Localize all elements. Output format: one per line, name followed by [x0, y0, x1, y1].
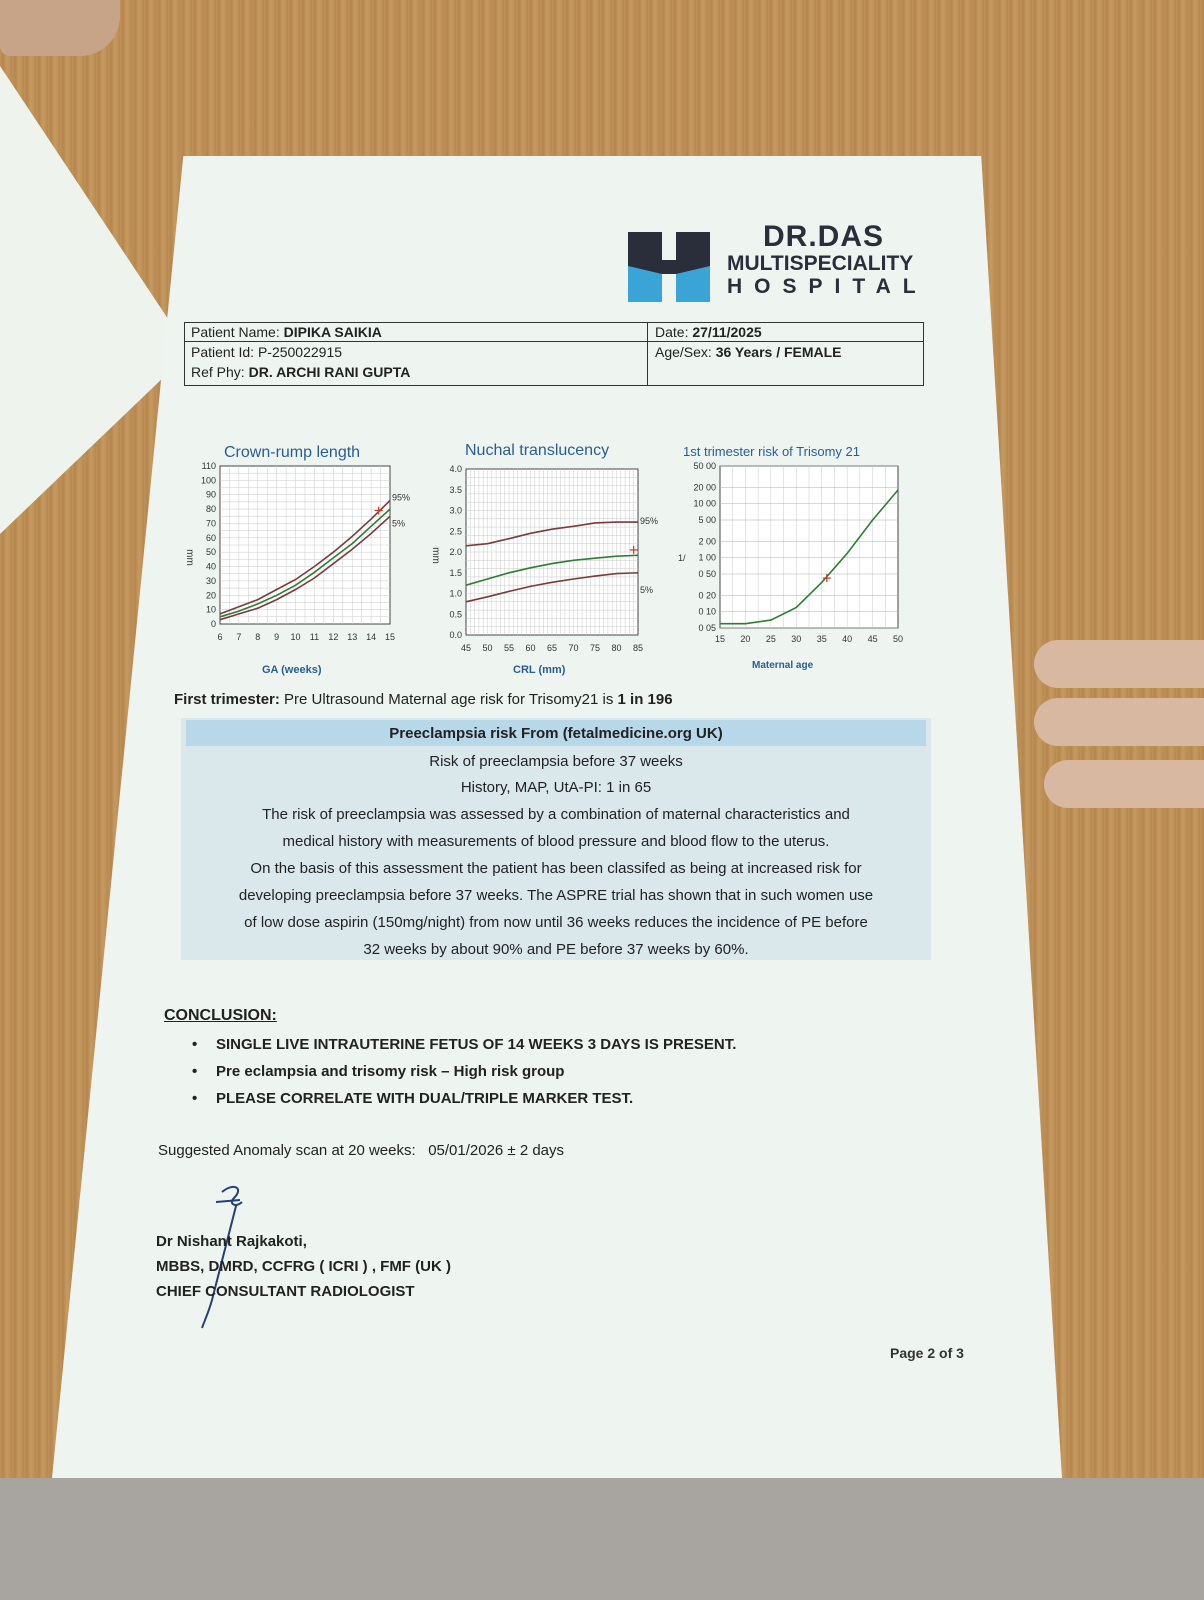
age-sex-row: Age/Sex: 36 Years / FEMALE: [655, 344, 842, 360]
y-tick-label: 0 10: [698, 606, 716, 617]
x-tick-label: 13: [347, 632, 358, 642]
y-tick-label: 4.0: [449, 464, 462, 474]
y-tick-label: 20 00: [693, 482, 716, 493]
crl-chart: [190, 460, 430, 660]
x-tick-label: 20: [740, 634, 751, 644]
doctor-qualifications: MBBS, DMRD, CCFRG ( ICRI ) , FMF (UK ): [156, 1258, 451, 1275]
preeclampsia-line: The risk of preeclampsia was assessed by a combination of maternal characteristics and: [262, 806, 850, 823]
y-tick-label: 3.0: [449, 505, 462, 516]
page-number: Page 2 of 3: [890, 1345, 964, 1361]
patient-id-row: Patient Id: P-250022915: [191, 344, 343, 360]
series-label: 95%: [640, 516, 659, 527]
y-tick-label: 40: [205, 561, 216, 572]
y-tick-label: 2.5: [449, 526, 462, 537]
floor-area: [0, 1478, 1204, 1600]
y-tick-label: 2 00: [698, 536, 716, 547]
x-tick-label: 15: [714, 634, 726, 644]
y-tick-label: 30: [205, 575, 216, 586]
preeclampsia-line: Risk of preeclampsia before 37 weeks: [429, 753, 683, 770]
x-tick-label: 12: [328, 632, 339, 642]
x-tick-label: 70: [568, 643, 579, 653]
nt-ylabel: mm: [429, 547, 441, 564]
y-tick-label: 2.0: [449, 547, 462, 557]
risk-xlabel: Maternal age: [752, 660, 814, 671]
x-tick-label: 60: [525, 643, 536, 653]
y-tick-label: 70: [205, 518, 216, 529]
finger: [1034, 640, 1204, 688]
date-row: Date: 27/11/2025: [655, 324, 762, 340]
preeclampsia-line: developing preeclampsia before 37 weeks. The ASPRE trial has shown that in such women use: [238, 887, 874, 904]
crl-ylabel: mm: [183, 549, 195, 566]
x-tick-label: 11: [309, 632, 320, 642]
nt-chart: [436, 460, 668, 660]
y-tick-label: 0 50: [698, 569, 716, 579]
x-tick-label: 85: [632, 643, 644, 653]
x-tick-label: 6: [217, 632, 223, 642]
x-tick-label: 65: [546, 643, 558, 653]
y-tick-label: 50: [205, 547, 216, 558]
preeclampsia-line: On the basis of this assessment the patient has been classifed as being at increased risk for: [250, 860, 862, 877]
y-tick-label: 110: [201, 461, 216, 471]
suggested-scan: Suggested Anomaly scan at 20 weeks: 05/01/2026 ± 2 days: [158, 1142, 565, 1159]
y-tick-label: 10 00: [693, 498, 716, 509]
y-tick-label: 20: [205, 590, 216, 601]
preeclampsia-line: medical history with measurements of blood pressure and blood flow to the uterus.: [282, 833, 830, 850]
x-tick-label: 55: [503, 643, 515, 653]
y-tick-label: 1 00: [698, 552, 716, 563]
x-tick-label: 50: [482, 643, 493, 653]
conclusion-heading: CONCLUSION:: [164, 1007, 277, 1024]
y-tick-label: 60: [205, 532, 216, 543]
x-tick-label: 30: [791, 634, 802, 644]
series-label: 5%: [392, 518, 406, 529]
finger: [1034, 698, 1204, 746]
x-tick-label: 8: [255, 632, 261, 642]
x-tick-label: 75: [589, 643, 601, 653]
y-tick-label: 10: [205, 604, 216, 615]
hospital-name: DR.DAS: [763, 220, 885, 253]
x-tick-label: 35: [816, 634, 827, 644]
x-tick-label: 80: [611, 643, 622, 653]
patient-name-row: Patient Name: DIPIKA SAIKIA: [191, 324, 382, 340]
x-tick-label: 40: [842, 634, 853, 644]
y-tick-label: 0 20: [698, 590, 716, 601]
x-tick-label: 14: [366, 632, 377, 642]
y-tick-label: 0 05: [698, 623, 716, 633]
x-tick-label: 45: [867, 634, 878, 644]
series-label: 95%: [392, 492, 411, 503]
finger: [1044, 760, 1204, 808]
hospital-name-line2: MULTISPECIALITY: [727, 252, 914, 275]
preeclampsia-line: History, MAP, UtA-PI: 1 in 65: [460, 779, 652, 796]
conclusion-item: • SINGLE LIVE INTRAUTERINE FETUS OF 14 WEEKS 3 DAYS IS PRESENT.: [192, 1036, 737, 1053]
y-tick-label: 90: [205, 489, 216, 500]
conclusion-item: • Pre eclampsia and trisomy risk – High risk group: [192, 1063, 565, 1080]
x-tick-label: 7: [236, 632, 242, 642]
x-tick-label: 25: [765, 634, 776, 644]
x-tick-label: 50: [892, 634, 904, 644]
preeclampsia-line: 32 weeks by about 90% and PE before 37 weeks by 60%.: [363, 941, 749, 958]
patient-info-table: [184, 322, 924, 386]
doctor-title: CHIEF CONSULTANT RADIOLOGIST: [156, 1283, 415, 1300]
preeclampsia-line: of low dose aspirin (150mg/night) from now until 36 weeks reduces the incidence of PE before: [244, 914, 868, 931]
signature: [182, 1180, 262, 1330]
y-tick-label: 1.0: [449, 588, 462, 599]
y-tick-label: 80: [205, 504, 216, 515]
risk-chart: [686, 460, 906, 656]
x-tick-label: 9: [274, 632, 280, 642]
x-tick-label: 15: [384, 632, 396, 642]
ref-phy-row: Ref Phy: DR. ARCHI RANI GUPTA: [191, 364, 411, 380]
conclusion-item: • PLEASE CORRELATE WITH DUAL/TRIPLE MARKER TEST.: [192, 1090, 634, 1107]
y-tick-label: 50 00: [693, 461, 716, 471]
finger-top-left: [0, 0, 120, 56]
risk-chart-title: 1st trimester risk of Trisomy 21: [683, 444, 860, 459]
y-tick-label: 3.5: [449, 484, 462, 495]
nt-xlabel: CRL (mm): [513, 664, 566, 676]
series-label: 5%: [640, 584, 654, 595]
x-tick-label: 10: [290, 632, 301, 642]
y-tick-label: 5 00: [698, 515, 716, 525]
hospital-name-line3: HOSPITAL: [727, 275, 928, 298]
crl-xlabel: GA (weeks): [262, 664, 322, 676]
hospital-logo-icon: [628, 226, 710, 308]
preeclampsia-title: Preeclampsia risk From (fetalmedicine.org UK): [389, 725, 723, 742]
nt-chart-title: Nuchal translucency: [465, 442, 610, 459]
risk-ylabel: 1/: [678, 553, 686, 563]
doctor-name: Dr Nishant Rajkakoti,: [156, 1233, 307, 1250]
x-tick-label: 45: [460, 643, 472, 653]
y-tick-label: 0.0: [449, 630, 462, 640]
crl-chart-title: Crown-rump length: [224, 444, 361, 461]
y-tick-label: 0.5: [449, 609, 462, 620]
y-tick-label: 100: [200, 475, 216, 486]
y-tick-label: 1.5: [449, 567, 462, 578]
first-trimester-risk: First trimester: Pre Ultrasound Maternal age risk for Trisomy21 is 1 in 196: [174, 691, 673, 708]
y-tick-label: 0: [210, 619, 216, 629]
